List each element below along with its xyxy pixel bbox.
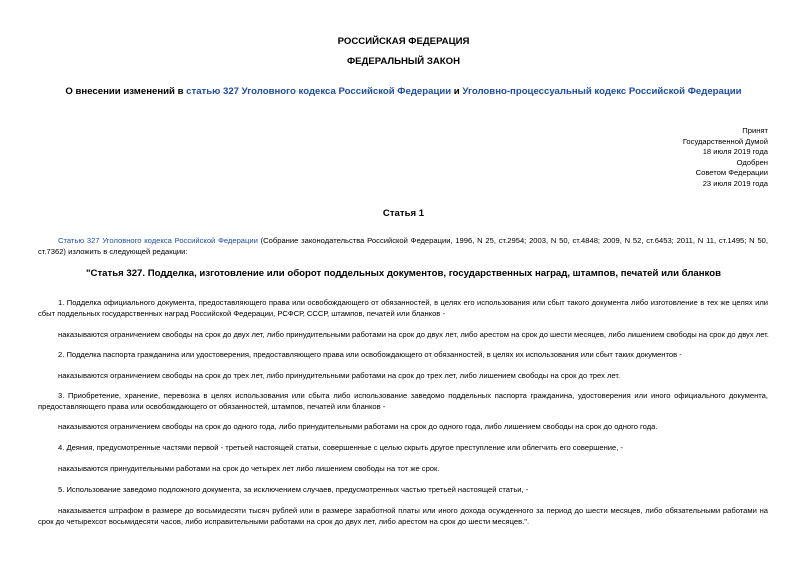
title-link-criminal-code-article[interactable]: статью 327 Уголовного кодекса Российской Федерации — [186, 86, 452, 97]
title-link-criminal-procedure-code[interactable]: Уголовно-процессуальный кодекс Российской Федерации — [462, 86, 742, 97]
approved-label: Одобрен — [736, 157, 768, 167]
accepted-date: 18 июля 2019 года — [702, 147, 768, 157]
adoption-stamp — [683, 126, 768, 190]
paragraph-4: 4. Деяния, предусмотренные частями первой - третьей настоящей статьи, совершенные с целью скрыть другое преступление или облегчить его совершение, - — [58, 443, 624, 452]
intro-text: (Собрание законодательства Российской Федерации, 1996, N 25, ст.2954; 2003, N 50, ст.4848; 2009, N 52, ст.6453; 2011, N 11, ст.1495; N 50, ст.7362) изложить в следующей редакции: — [38, 236, 769, 256]
paragraph-4-penalty: наказываются принудительными работами на срок до четырех лет либо лишением свободы на тот же срок. — [58, 464, 440, 473]
paragraph-5: 5. Использование заведомо подложного документа, за исключением случаев, предусмотренных частью третьей настоящей статьи, - — [58, 485, 529, 494]
article-heading: Статья 1 — [382, 208, 425, 219]
approved-date: 23 июля 2019 года — [702, 178, 768, 188]
paragraph-2: 2. Подделка паспорта гражданина или удостоверения, предоставляющего права или освобождающего от обязанностей, в целях их использования или сбыт таких документов - — [58, 350, 682, 359]
doc-type-heading: ФЕДЕРАЛЬНЫЙ ЗАКОН — [346, 56, 461, 67]
title-middle: и — [451, 86, 463, 97]
intro-link-article-327[interactable]: Статью 327 Уголовного кодекса Российской Федерации — [58, 236, 258, 245]
country-heading: РОССИЙСКАЯ ФЕДЕРАЦИЯ — [337, 36, 470, 47]
paragraph-2-penalty: наказываются ограничением свободы на срок до трех лет, либо принудительными работами на срок до трех лет, либо лишением свободы на срок до трех лет. — [58, 371, 621, 380]
law-title — [0, 86, 807, 98]
title-prefix: О внесении изменений в — [65, 86, 187, 97]
accepted-by: Государственной Думой — [682, 136, 768, 146]
approved-by: Советом Федерации — [695, 168, 768, 178]
paragraph-1: 1. Подделка официального документа, предоставляющего права или освобождающего от обязанностей, в целях его использования или сбыт такого документа либо изготовление в тех же целях или сбыт поддельных государственных наград Российской Федерации, РСФСР, СССР, штампов, печатей или бланков - — [38, 298, 768, 318]
paragraph-3-penalty: наказываются ограничением свободы на срок до одного года, либо принудительными работами на срок до одного года, либо лишением свободы на срок до одного года. — [58, 422, 658, 431]
paragraph-3: 3. Приобретение, хранение, перевозка в целях использования или сбыта либо использование заведомо поддельных паспорта гражданина, удостоверения или иного официального документа, предоставляющего права или освобождающего от обязанностей, штампов, печатей или бланков - — [38, 391, 768, 411]
paragraph-1-penalty: наказываются ограничением свободы на срок до двух лет, либо принудительными работами на срок до двух лет, либо арестом на срок до шести месяцев, либо лишением свободы на срок до двух лет. — [58, 330, 769, 339]
paragraph-5-penalty: наказывается штрафом в размере до восьмидесяти тысяч рублей или в размере заработной платы или иного дохода осужденного за период до шести месяцев, либо обязательными работами на срок до четырехсот восьмидесяти часов, либо исправительными работами на срок до двух лет, либо арестом на срок до шести месяцев.". — [38, 506, 768, 526]
new-article-title: "Статья 327. Подделка, изготовление или оборот поддельных документов, государственных наград, штампов, печатей или бланков — [86, 268, 721, 279]
accepted-label: Принят — [742, 126, 768, 135]
article-intro — [38, 236, 768, 257]
